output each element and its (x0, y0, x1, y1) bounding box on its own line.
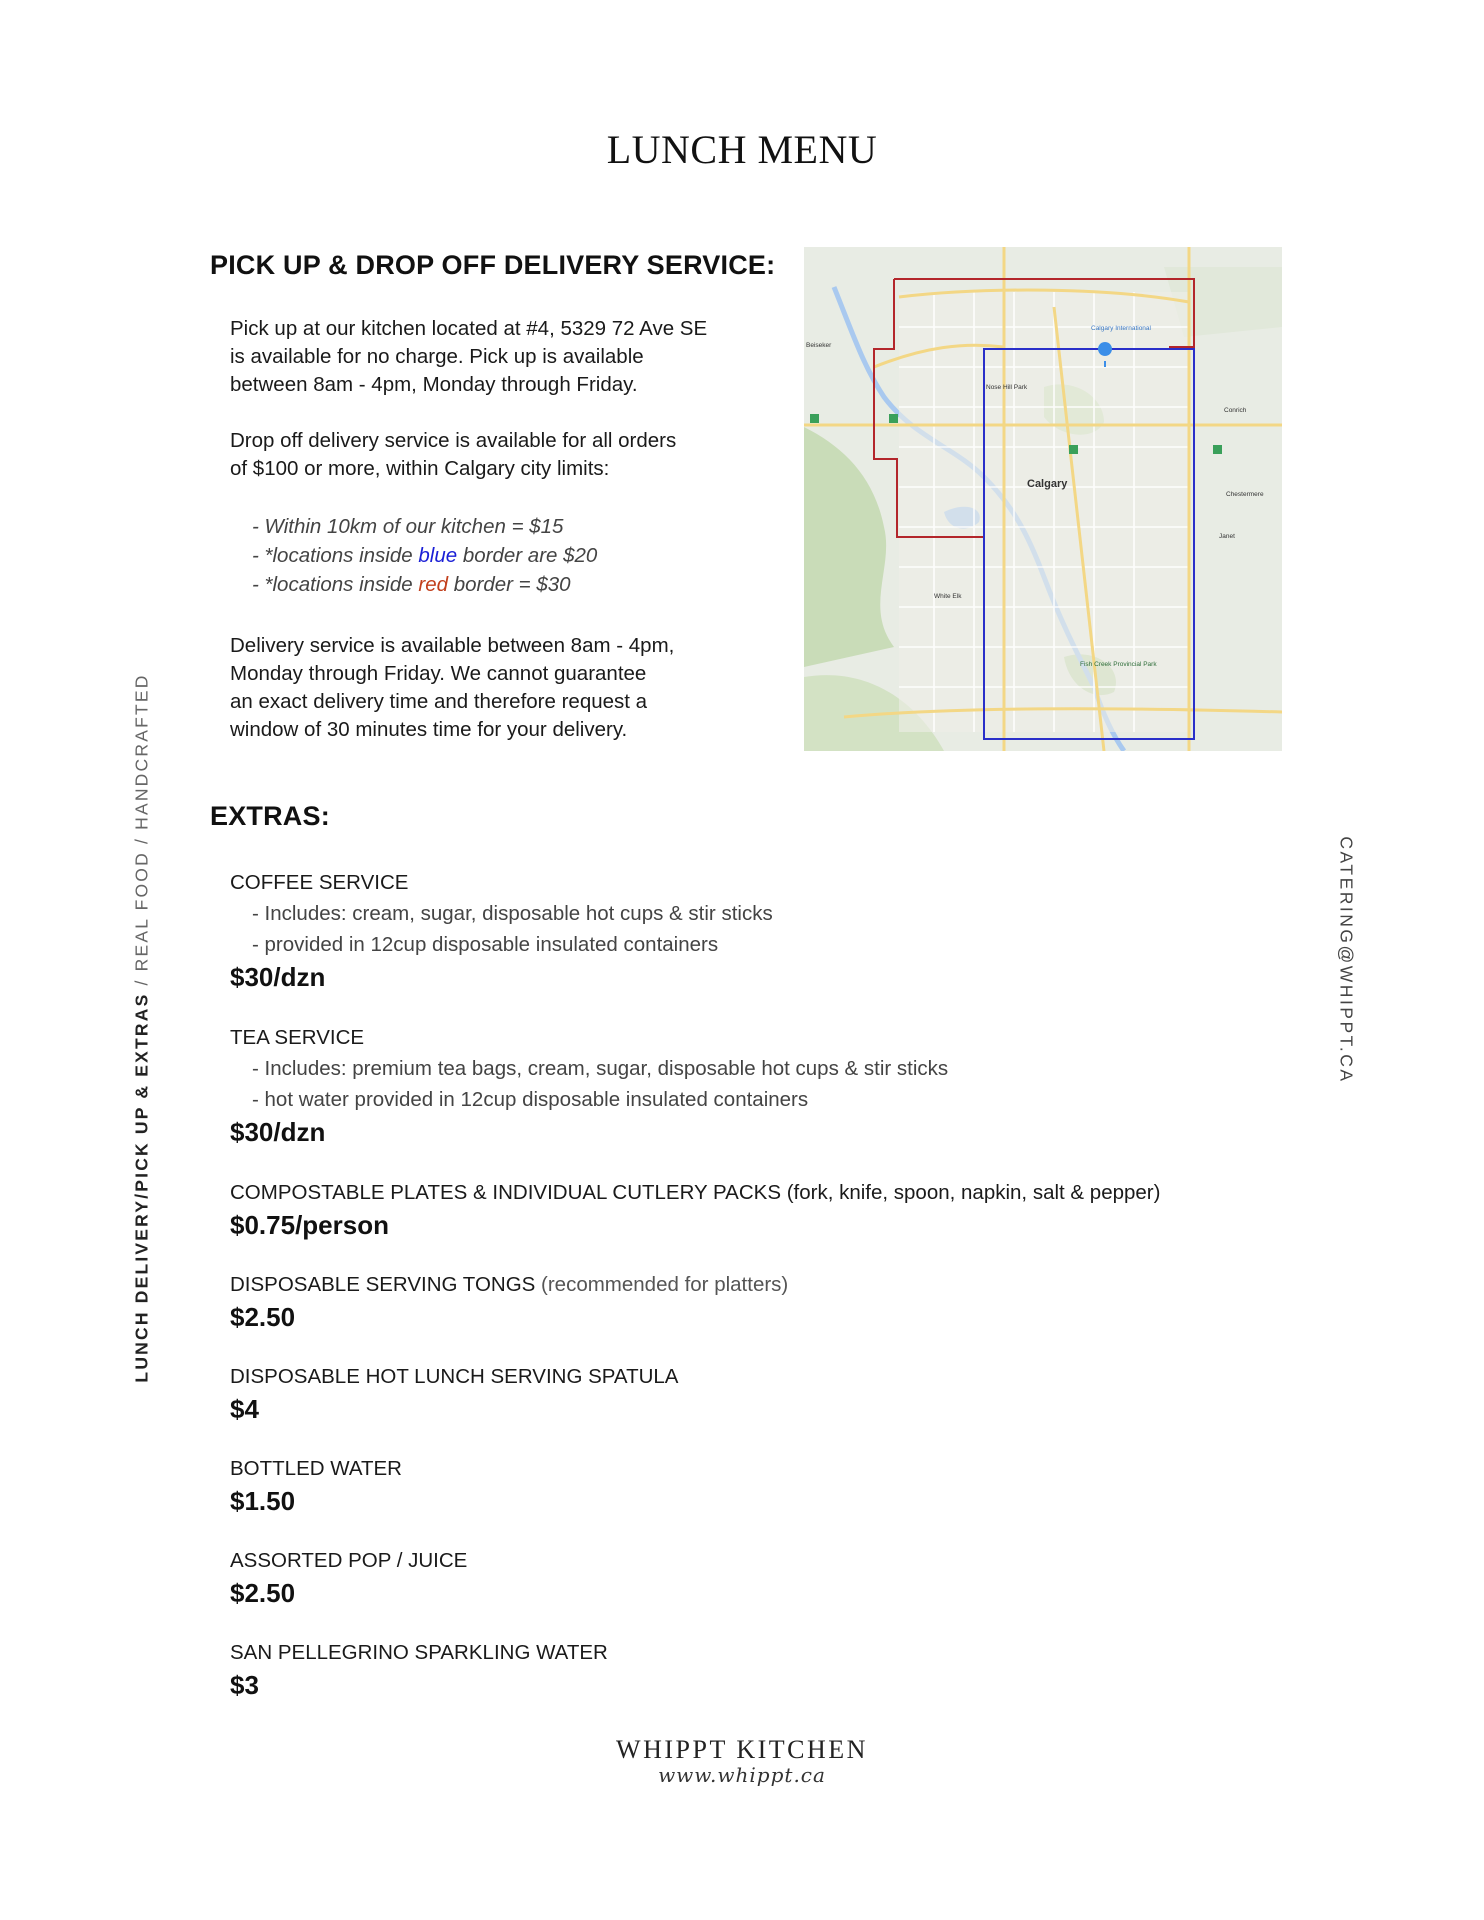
serving-spatula-item (230, 1362, 678, 1424)
map-beiseker-label: Beiseker (806, 342, 832, 349)
pickup-paragraph (230, 315, 707, 399)
item-name: COMPOSTABLE PLATES & INDIVIDUAL CUTLERY PACKS (fork, knife, spoon, napkin, salt & pepper) (230, 1181, 1161, 1204)
dropoff-line: of $100 or more, within Calgary city limits: (230, 457, 610, 480)
dropoff-paragraph (230, 427, 676, 483)
delivery-fee-list (252, 512, 597, 599)
map-airport-label: Calgary International (1091, 325, 1151, 332)
fee-item-10km: - Within 10km of our kitchen = $15 (252, 515, 564, 538)
fee-item-red: - *locations inside red border = $30 (252, 573, 571, 596)
tea-service-item (230, 1023, 948, 1147)
item-name: SAN PELLEGRINO SPARKLING WATER (230, 1641, 608, 1664)
catering-email: CATERING@WHIPPT.CA (1336, 836, 1357, 1084)
delivery-zone-map (804, 247, 1282, 751)
side-real-food: REAL FOOD (131, 851, 152, 972)
item-name: COFFEE SERVICE (230, 871, 409, 894)
pickup-line: Pick up at our kitchen located at #4, 5329 72 Ave SE (230, 317, 708, 340)
side-handcrafted: HANDCRAFTED (131, 673, 152, 830)
item-name: DISPOSABLE HOT LUNCH SERVING SPATULA (230, 1365, 679, 1388)
hours-line: Monday through Friday. We cannot guarantee (230, 662, 647, 685)
item-detail: - provided in 12cup disposable insulated containers (252, 933, 719, 956)
pickup-line: is available for no charge. Pick up is available (230, 345, 644, 368)
extras-heading: EXTRAS: (210, 801, 330, 831)
map-nose-hill-label: Nose Hill Park (986, 384, 1028, 391)
delivery-heading: PICK UP & DROP OFF DELIVERY SERVICE: (210, 250, 776, 280)
fee-item-blue: - *locations inside blue border are $20 (252, 544, 598, 567)
item-price: $3 (230, 1670, 259, 1700)
item-name: ASSORTED POP / JUICE (230, 1549, 468, 1572)
item-note: (recommended for platters) (535, 1273, 789, 1296)
blue-word: blue (418, 544, 458, 567)
map-fish-creek-label: Fish Creek Provincial Park (1080, 661, 1157, 668)
item-price: $4 (230, 1394, 259, 1424)
map-conrich-label: Conrich (1224, 407, 1247, 414)
item-price: $30/dzn (230, 1117, 326, 1147)
brand-website: www.whippt.ca (658, 1763, 826, 1787)
item-price: $1.50 (230, 1486, 296, 1516)
hours-line: Delivery service is available between 8am - 4pm, (230, 634, 675, 657)
map-city-label: Calgary (1027, 478, 1068, 490)
dropoff-line: Drop off delivery service is available for all orders (230, 429, 677, 452)
map-white-elk-label: White Elk (934, 593, 962, 600)
pop-juice-item (230, 1546, 467, 1608)
coffee-service-item (230, 868, 773, 992)
footer-logo (0, 1735, 1484, 1787)
item-price: $30/dzn (230, 962, 326, 992)
map-janet-label: Janet (1219, 533, 1235, 540)
item-detail: - hot water provided in 12cup disposable insulated containers (252, 1088, 809, 1111)
item-detail: - Includes: premium tea bags, cream, sugar, disposable hot cups & stir sticks (252, 1057, 949, 1080)
hours-line: an exact delivery time and therefore request a (230, 690, 648, 713)
hours-line: window of 30 minutes time for your delivery. (230, 718, 628, 741)
red-word: red (418, 573, 449, 596)
item-detail: - Includes: cream, sugar, disposable hot cups & stir sticks (252, 902, 773, 925)
hours-paragraph (230, 632, 674, 744)
serving-tongs-item (230, 1270, 788, 1332)
item-price: $2.50 (230, 1578, 296, 1608)
item-name: TEA SERVICE (230, 1026, 365, 1049)
page-title: LUNCH MENU (606, 127, 878, 172)
san-pellegrino-item (230, 1638, 608, 1700)
item-price: $2.50 (230, 1302, 296, 1332)
bottled-water-item (230, 1454, 402, 1516)
pickup-line: between 8am - 4pm, Monday through Friday. (230, 373, 638, 396)
item-price: $0.75/person (230, 1210, 389, 1240)
item-name: BOTTLED WATER (230, 1457, 402, 1480)
plates-cutlery-item (230, 1178, 1160, 1240)
item-name: DISPOSABLE SERVING TONGS (recommended for platters) (230, 1273, 789, 1296)
map-chestermere-label: Chestermere (1226, 491, 1264, 498)
side-section-title: LUNCH DELIVERY/PICK UP & EXTRAS (131, 992, 152, 1383)
brand-name: WHIPPT KITCHEN (616, 1735, 868, 1764)
